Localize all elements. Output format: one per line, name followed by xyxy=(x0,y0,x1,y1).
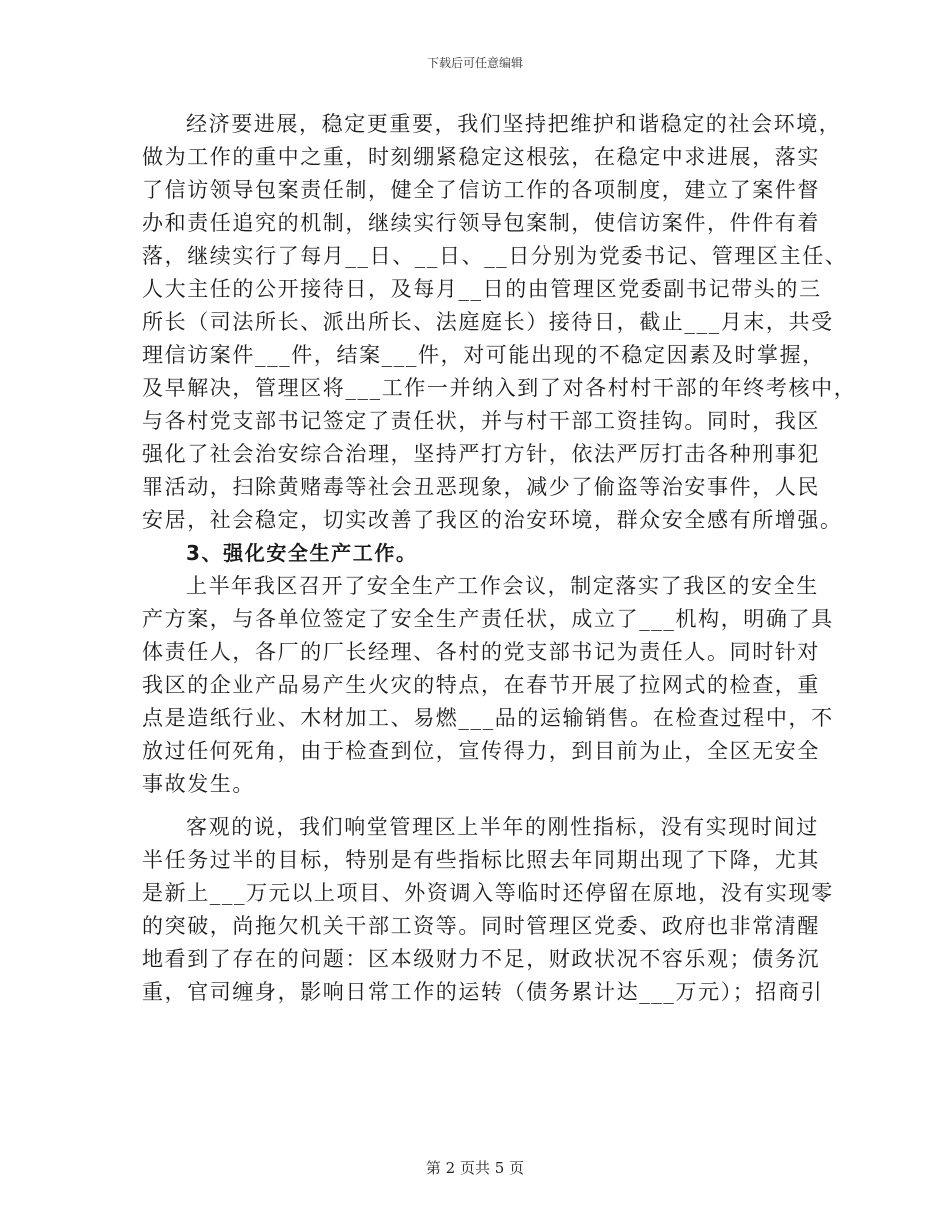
text-line: 人大主任的公开接待日，及每月__日的由管理区党委副书记带头的三 xyxy=(142,277,822,301)
page-header: 下载后可任意编辑 xyxy=(426,56,523,70)
text-line: 点是造纸行业、木材加工、易燃___品的运输销售。在检查过程中，不 xyxy=(142,706,834,730)
text-line: 体责任人，各厂的厂长经理、各村的党支部书记为责任人。同时针对 xyxy=(142,640,820,664)
text-line: 经济要进展，稳定更重要，我们坚持把维护和谐稳定的社会环境， xyxy=(186,112,842,136)
paragraph-gap xyxy=(142,801,822,811)
section-heading xyxy=(142,537,822,570)
page-footer: 第 2 页共 5 页 xyxy=(425,1159,525,1177)
text-line: 了信访领导包案责任制，健全了信访工作的各项制度，建立了案件督 xyxy=(142,178,820,202)
text-line: 重，官司缠身，影响日常工作的运转（债务累计达___万元）；招商引 xyxy=(142,980,824,1004)
text-line: 办和责任追究的机制，继续实行领导包案制，使信访案件，件件有着 xyxy=(142,211,820,235)
text-line: 所长（司法所长、派出所长、法庭庭长）接待日，截止___月末，共受 xyxy=(142,310,834,334)
text-line: 地看到了存在的问题：区本级财力不足，财政状况不容乐观；债务沉 xyxy=(142,947,820,971)
text-line: 半任务过半的目标，特别是有些指标比照去年同期出现了下降，尤其 xyxy=(142,848,820,872)
text-line: 落，继续实行了每月__日、__日、__日分别为党委书记、管理区主任、 xyxy=(142,244,848,268)
paragraph-safety xyxy=(142,570,834,801)
text-line: 安居，社会稳定，切实改善了我区的治安环境，群众安全感有所增强。 xyxy=(142,508,843,532)
paragraph-stability xyxy=(142,108,857,537)
text-line: 事故发生。 xyxy=(142,772,255,796)
text-line: 做为工作的重中之重，时刻绷紧稳定这根弦，在稳定中求进展，落实 xyxy=(142,145,820,169)
text-line: 是新上___万元以上项目、外资调入等临时还停留在原地，没有实现零 xyxy=(142,881,834,905)
paragraph-assessment xyxy=(142,811,834,1009)
text-line: 的突破，尚拖欠机关干部工资等。同时管理区党委、政府也非常清醒 xyxy=(142,914,820,938)
text-line: 放过任何死角，由于检查到位，宣传得力，到目前为止，全区无安全 xyxy=(142,739,820,763)
document-body xyxy=(142,108,857,1009)
text-line: 客观的说，我们响堂管理区上半年的刚性指标，没有实现时间过 xyxy=(186,815,819,839)
text-line: 上半年我区召开了安全生产工作会议，制定落实了我区的安全生 xyxy=(186,574,819,598)
text-line: 产方案，与各单位签定了安全生产责任状，成立了___机构，明确了具 xyxy=(142,607,834,631)
text-line: 及早解决，管理区将___工作一并纳入到了对各村村干部的年终考核中， xyxy=(142,376,857,400)
heading-text: 3、强化安全生产工作。 xyxy=(186,541,418,565)
text-line: 理信访案件___件，结案___件，对可能出现的不稳定因素及时掌握， xyxy=(142,343,825,367)
text-line: 罪活动，扫除黄赌毒等社会丑恶现象，减少了偷盗等治安事件，人民 xyxy=(142,475,820,499)
text-line: 我区的企业产品易产生火灾的特点，在春节开展了拉网式的检查，重 xyxy=(142,673,820,697)
text-line: 强化了社会治安综合治理，坚持严打方针，依法严厉打击各种刑事犯 xyxy=(142,442,820,466)
text-line: 与各村党支部书记签定了责任状，并与村干部工资挂钩。同时，我区 xyxy=(142,409,820,433)
